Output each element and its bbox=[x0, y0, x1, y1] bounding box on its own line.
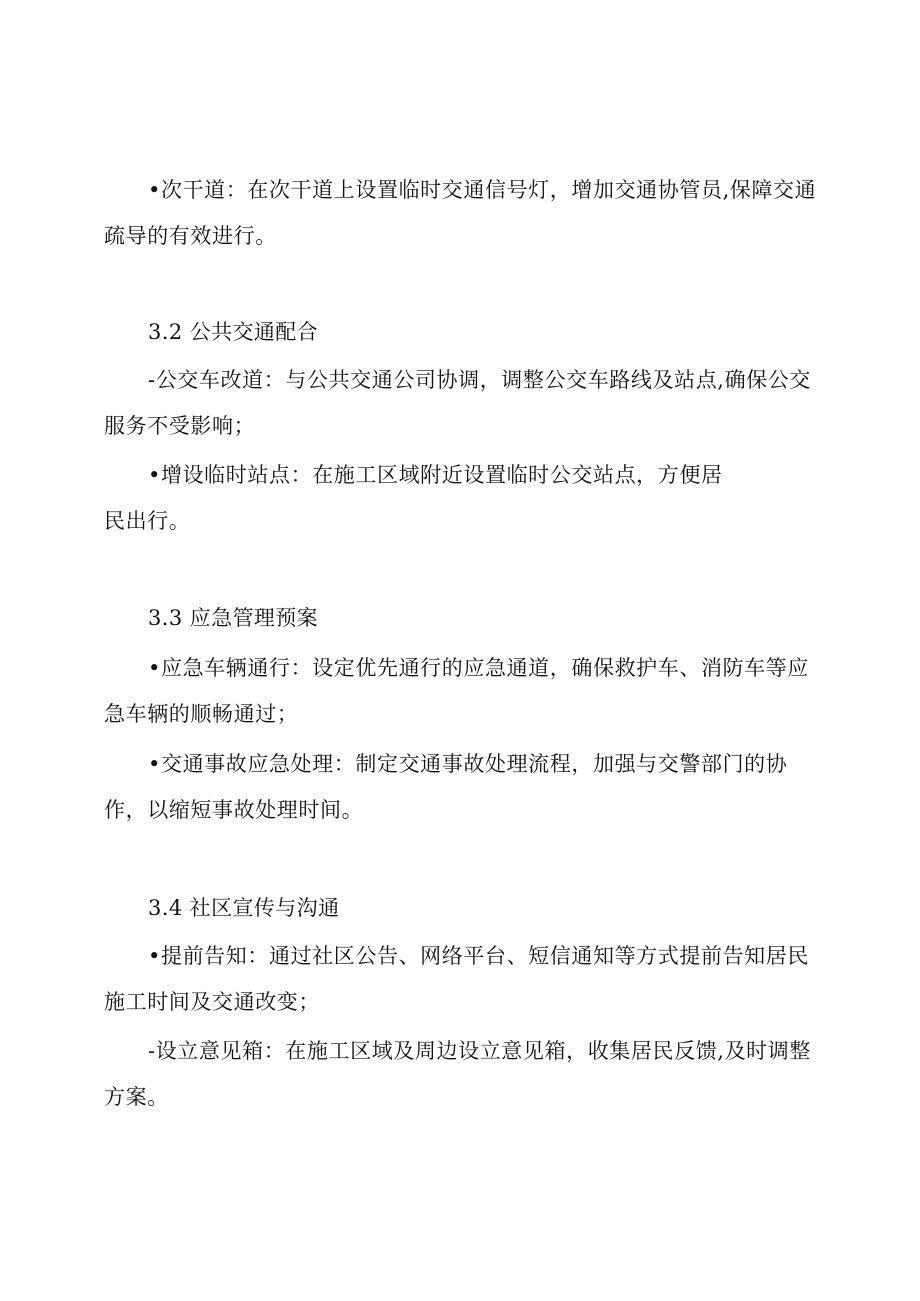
section-heading: 3.2 公共交通配合 bbox=[148, 320, 319, 344]
section-heading: 3.3 应急管理预案 bbox=[148, 606, 319, 630]
paragraph-line: •增设临时站点：在施工区域附近设置临时公交站点，方便居 bbox=[148, 463, 723, 487]
paragraph-line: •提前告知：通过社区公告、网络平台、短信通知等方式提前告知居民 bbox=[148, 944, 809, 968]
paragraph-line: •次干道：在次干道上设置临时交通信号灯，增加交通协管员,保障交通 bbox=[148, 178, 817, 202]
paragraph-line: 民出行。 bbox=[104, 509, 191, 533]
section-heading: 3.4 社区宣传与沟通 bbox=[148, 896, 340, 920]
paragraph-line: 服务不受影响； bbox=[104, 414, 256, 438]
paragraph-line: 施工时间及交通改变； bbox=[104, 990, 320, 1014]
paragraph-line: •应急车辆通行：设定优先通行的应急通道，确保救护车、消防车等应 bbox=[148, 656, 809, 680]
paragraph-line: •交通事故应急处理：制定交通事故处理流程，加强与交警部门的协 bbox=[148, 752, 788, 776]
paragraph-line: 方案。 bbox=[104, 1085, 169, 1109]
paragraph-line: 作，以缩短事故处理时间。 bbox=[104, 798, 364, 822]
paragraph-line: 疏导的有效进行。 bbox=[104, 224, 277, 248]
paragraph-line: -公交车改道：与公共交通公司协调，调整公交车路线及站点,确保公交 bbox=[148, 368, 811, 392]
paragraph-line: 急车辆的顺畅通过； bbox=[104, 702, 299, 726]
paragraph-line: -设立意见箱：在施工区域及周边设立意见箱，收集居民反馈,及时调整 bbox=[148, 1039, 811, 1063]
